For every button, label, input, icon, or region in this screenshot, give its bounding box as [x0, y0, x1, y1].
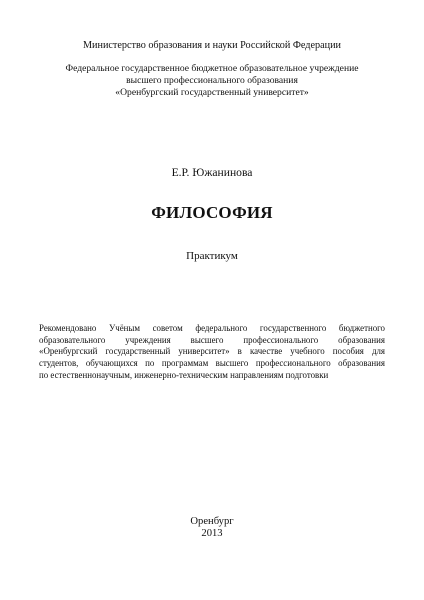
institution-line: Федеральное государственное бюджетное образовательное учреждение [65, 63, 359, 74]
recommendation-line: «Оренбургский государственный университет» в качестве учебного пособия для [39, 346, 385, 357]
institution-line: высшего профессионального образования [126, 75, 298, 86]
book-subtitle: Практикум [186, 250, 238, 262]
recommendation-line: образовательного учреждения высшего профессионального образования [39, 334, 385, 345]
institution-line: «Оренбургский государственный университет» [115, 87, 309, 98]
recommendation-line: по естественнонаучным, инженерно-техническим направлениям подготовки [39, 369, 329, 380]
ministry-heading: Министерство образования и науки Российской Федерации [82, 40, 341, 51]
recommendation-line: студентов, обучающихся по программам высшего профессионального образования [39, 358, 385, 369]
publication-year: 2013 [201, 528, 223, 539]
publication-city: Оренбург [190, 516, 234, 527]
author-name: Е.Р. Южанинова [171, 166, 253, 179]
recommendation-line: Рекомендовано Учёным советом федерального государственного бюджетного [39, 323, 385, 333]
book-title: ФИЛОСОФИЯ [151, 203, 273, 222]
recommendation-paragraph [39, 323, 385, 381]
